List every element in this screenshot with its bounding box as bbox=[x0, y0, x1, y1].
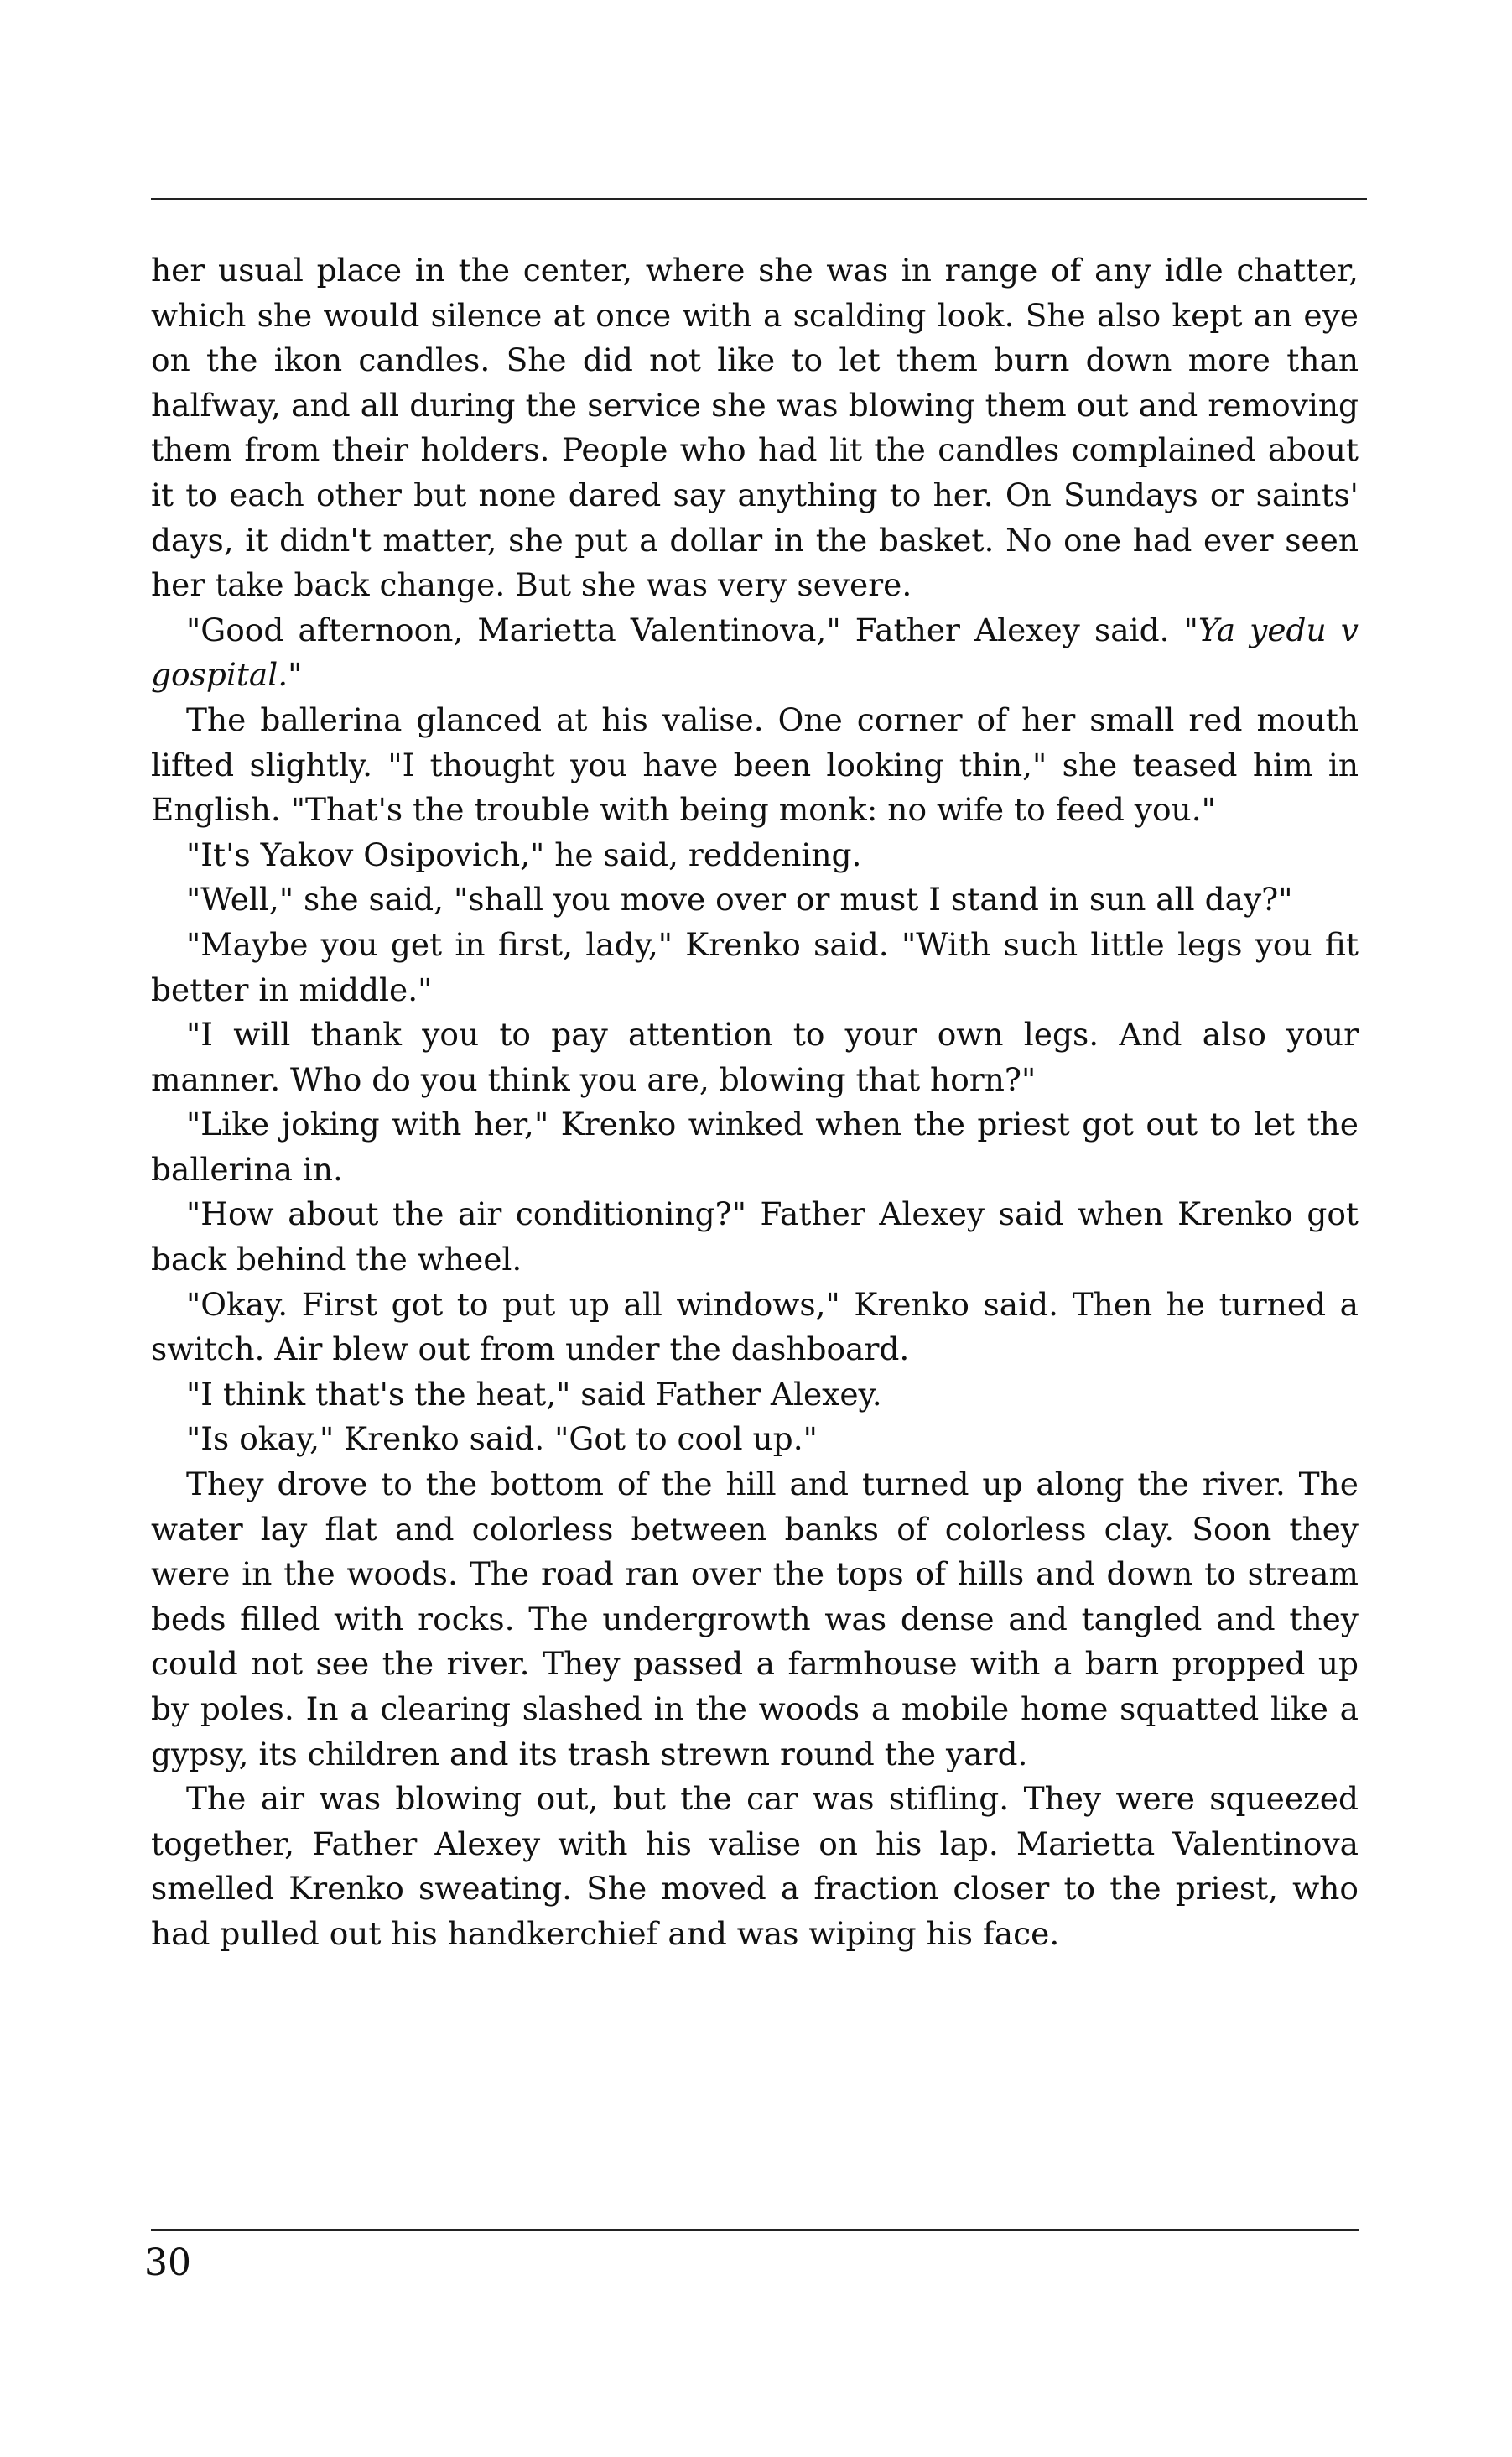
top-rule bbox=[151, 198, 1367, 200]
paragraph-9: "How about the air conditioning?" Father Alexey said when Krenko got back behind the wheel. bbox=[151, 1195, 1359, 1278]
paragraph-3: The ballerina glanced at his valise. One corner of her small red mouth lifted slightly. "I thought you have been looking thin," she teased him in English. "That's the trouble with being monk: no wife to feed you." bbox=[151, 700, 1359, 829]
paragraph-1: her usual place in the center, where she was in range of any idle chatter, which she would silence at once with a scalding look. She also kept an eye on the ikon candles. She did not like to let them burn down more than halfway, and all during the service she was blowing them out and removing them from their holders. People who had lit the candles complained about it to each other but none dared say anything to her. On Sundays or saints' days, it didn't matter, she put a dollar in the basket. No one had ever seen her take back change. But she was very severe. bbox=[151, 252, 1359, 604]
paragraph-2-russian-phrase: Ya yedu v gospital. bbox=[151, 611, 1359, 694]
paragraph-2-text-b: " bbox=[288, 656, 303, 694]
paragraph-4: "It's Yakov Osipovich," he said, reddening. bbox=[186, 835, 862, 873]
paragraph-5: "Well," she said, "shall you move over or must I stand in sun all day?" bbox=[186, 881, 1293, 919]
paragraph-7: "I will thank you to pay attention to your own legs. And also your manner. Who do you think you are, blowing that horn?" bbox=[151, 1016, 1359, 1098]
paragraph-6: "Maybe you get in first, lady," Krenko said. "With such little legs you fit better in middle." bbox=[151, 925, 1359, 1008]
paragraph-14: The air was blowing out, but the car was stifling. They were squeezed together, Father Alexey with his valise on his lap. Marietta Valentinova smelled Krenko sweating. She moved a fraction closer to the priest, who had pulled out his handkerchief and was wiping his face. bbox=[151, 1780, 1359, 1952]
paragraph-2-text-a: "Good afternoon, Marietta Valentinova," Father Alexey said. " bbox=[186, 611, 1198, 648]
paragraph-13: They drove to the bottom of the hill and turned up along the river. The water lay flat and colorless between banks of colorless clay. Soon they were in the woods. The road ran over the tops of hills and down to stream beds filled with rocks. The undergrowth was dense and tangled and they could not see the river. They passed a farmhouse with a barn propped up by poles. In a clearing slashed in the woods a mobile home squatted like a gypsy, its children and its trash strewn round the yard. bbox=[151, 1465, 1359, 1772]
page-number: 30 bbox=[144, 2241, 191, 2284]
paragraph-8: "Like joking with her," Krenko winked when the priest got out to let the ballerina in. bbox=[151, 1106, 1359, 1188]
page-body-text bbox=[151, 248, 1359, 1957]
paragraph-2 bbox=[151, 608, 1359, 698]
paragraph-11: "I think that's the heat," said Father Alexey. bbox=[186, 1375, 882, 1413]
paragraph-10: "Okay. First got to put up all windows," Krenko said. Then he turned a switch. Air blew out from under the dashboard. bbox=[151, 1285, 1359, 1368]
paragraph-12: "Is okay," Krenko said. "Got to cool up." bbox=[186, 1420, 818, 1458]
bottom-rule bbox=[151, 2229, 1359, 2231]
